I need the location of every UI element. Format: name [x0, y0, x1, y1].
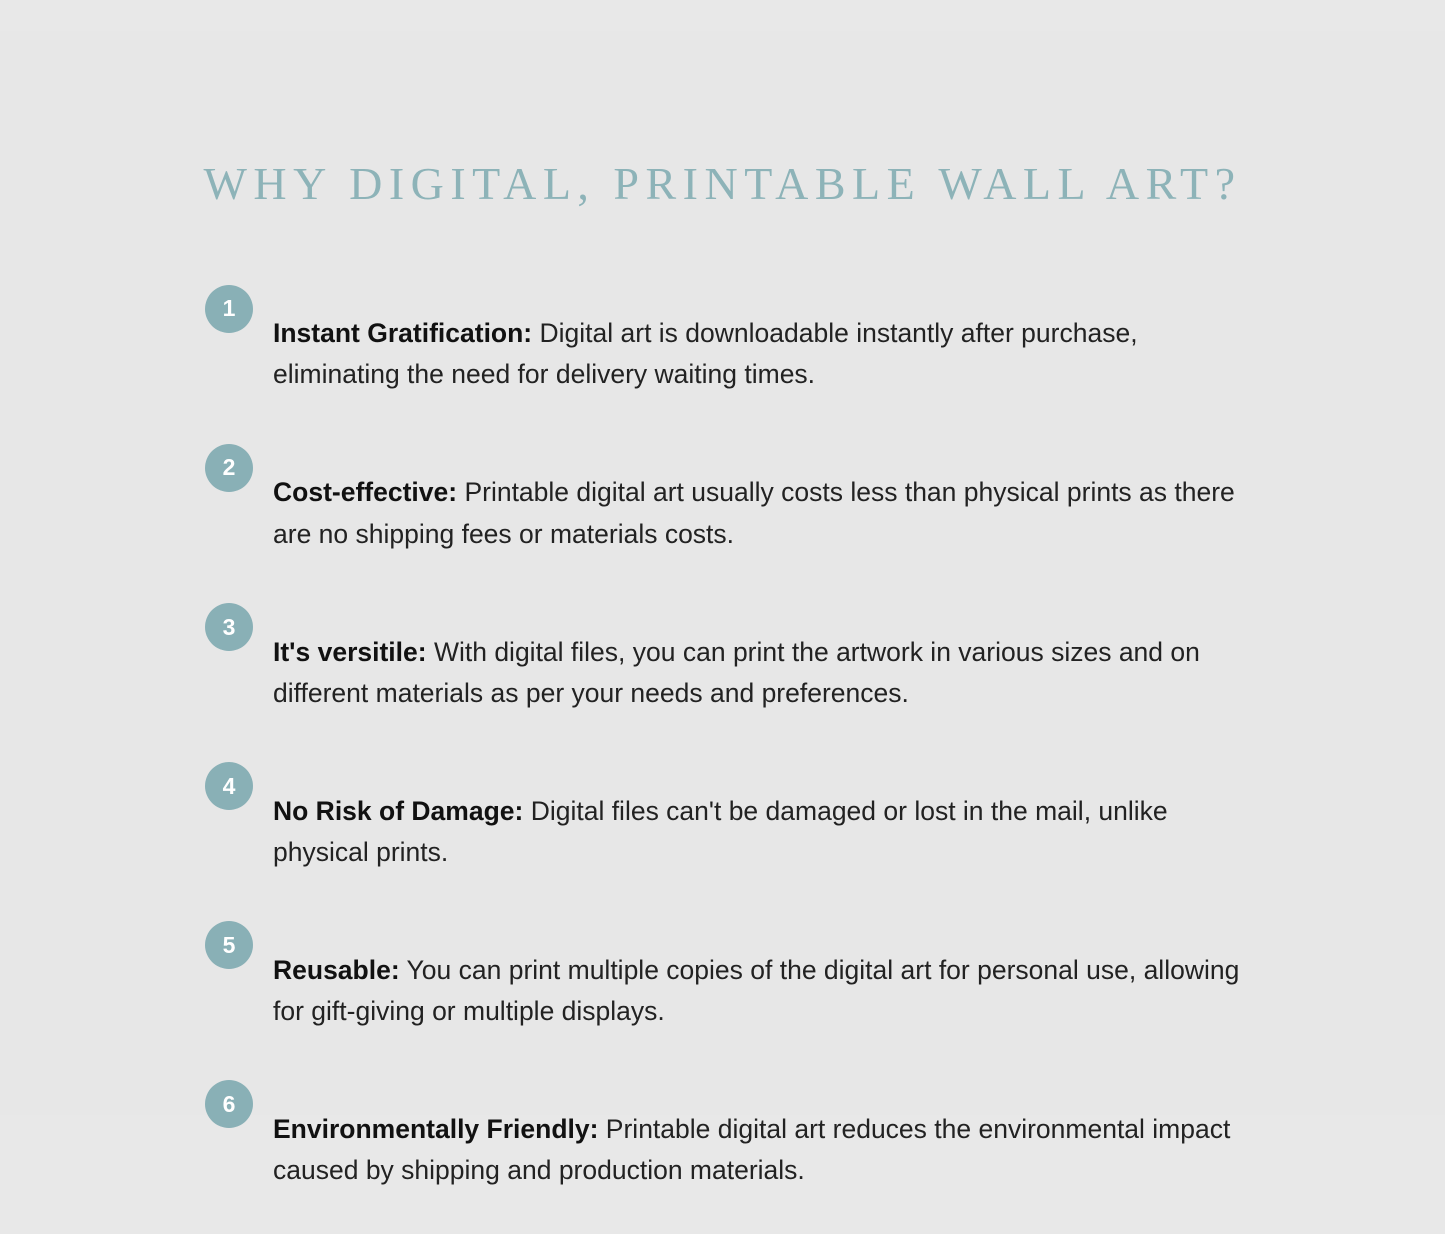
- list-item: [205, 597, 1265, 740]
- list-item-body: Printable digital art reduces the environmental impact caused by shipping and production materials.: [273, 1113, 1231, 1185]
- list-item-body: With digital files, you can print the artwork in various sizes and on different materials as per your needs and preferences.: [273, 636, 1200, 708]
- list-item: [205, 756, 1265, 899]
- list-item-text: [273, 783, 1265, 873]
- list-item-number-badge: 2: [205, 444, 253, 492]
- list-item-text: [273, 624, 1265, 714]
- list-item-body: Printable digital art usually costs less than physical prints as there are no shipping fees or materials costs.: [273, 477, 1235, 549]
- list-item-body: Digital files can't be damaged or lost in the mail, unlike physical prints.: [273, 795, 1168, 867]
- list-item-body: You can print multiple copies of the digital art for personal use, allowing for gift-giving or multiple displays.: [273, 954, 1240, 1026]
- list-item-number-badge: 5: [205, 921, 253, 969]
- list-item: [205, 915, 1265, 1058]
- list-item-text: [273, 1101, 1265, 1191]
- list-item-lead: Environmentally Friendly:: [273, 1113, 599, 1144]
- list-item: [205, 279, 1265, 422]
- list-item-text: [273, 305, 1265, 395]
- page-title: WHY DIGITAL, PRINTABLE WALL ART?: [203, 157, 1242, 209]
- list-item: [205, 438, 1265, 581]
- list-item: [205, 1074, 1265, 1217]
- list-item-lead: Reusable:: [273, 954, 400, 985]
- list-item-body: Digital art is downloadable instantly after purchase, eliminating the need for delivery waiting times.: [273, 318, 1138, 390]
- list-item-number-badge: 4: [205, 762, 253, 810]
- list-item-lead: It's versitile:: [273, 636, 427, 667]
- benefits-list: [205, 279, 1265, 1234]
- infographic-page: [0, 31, 1445, 1185]
- list-item-lead: Instant Gratification:: [273, 318, 533, 349]
- list-item-lead: Cost-effective:: [273, 477, 458, 508]
- list-item-number-badge: 3: [205, 603, 253, 651]
- list-item-text: [273, 464, 1265, 554]
- list-item-text: [273, 942, 1265, 1032]
- list-item-number-badge: 1: [205, 285, 253, 333]
- list-item-lead: No Risk of Damage:: [273, 795, 524, 826]
- list-item-number-badge: 6: [205, 1080, 253, 1128]
